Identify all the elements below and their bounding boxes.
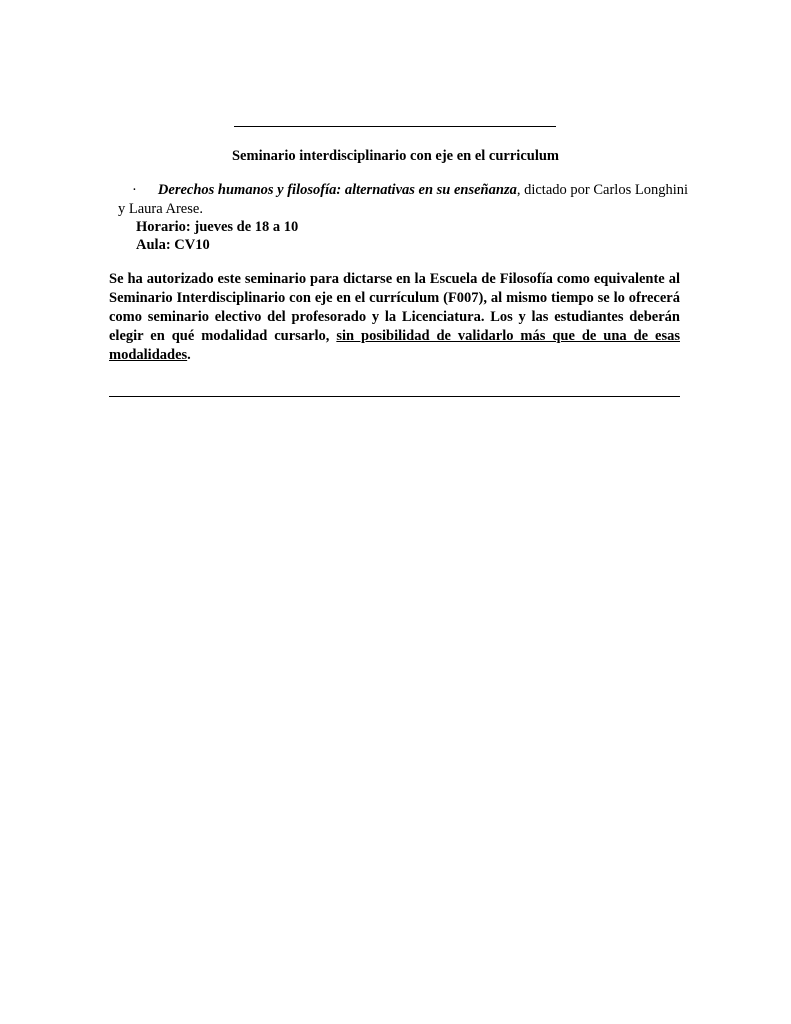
dictated-by-text: , dictado por Carlos Longhini [516,182,688,198]
top-divider [234,126,556,127]
seminar-item-line [118,181,688,200]
schedule-text: Horario: jueves de 18 a 10 [136,219,299,235]
bottom-divider [109,396,680,397]
bullet-marker: · [132,182,137,198]
paragraph-end: . [187,347,191,363]
paragraph-text: Se ha autorizado este seminario para dictarse en la Escuela de Filosofía como equivalente al Seminario Interdisciplinario con eje en el currículum (F007), al mismo tiempo se lo ofrecerá como seminario electivo del profesorado y la Licenciatura. Los y las estudiantes deberán elegir en qué modalidad cursarlo, [109,271,680,344]
authorization-paragraph [109,270,680,365]
paragraph-underlined-text: sin posibilidad de validarlo más que de una de esas modalidades [109,328,680,363]
room-text: Aula: CV10 [136,237,210,253]
course-name: Derechos humanos y filosofía: alternativas en su enseñanza [157,182,517,198]
seminar-item [118,181,688,219]
document-title: Seminario interdisciplinario con eje en el curriculum [231,148,559,164]
dictated-by-line2: y Laura Arese. [118,201,203,217]
seminar-details [136,218,298,254]
